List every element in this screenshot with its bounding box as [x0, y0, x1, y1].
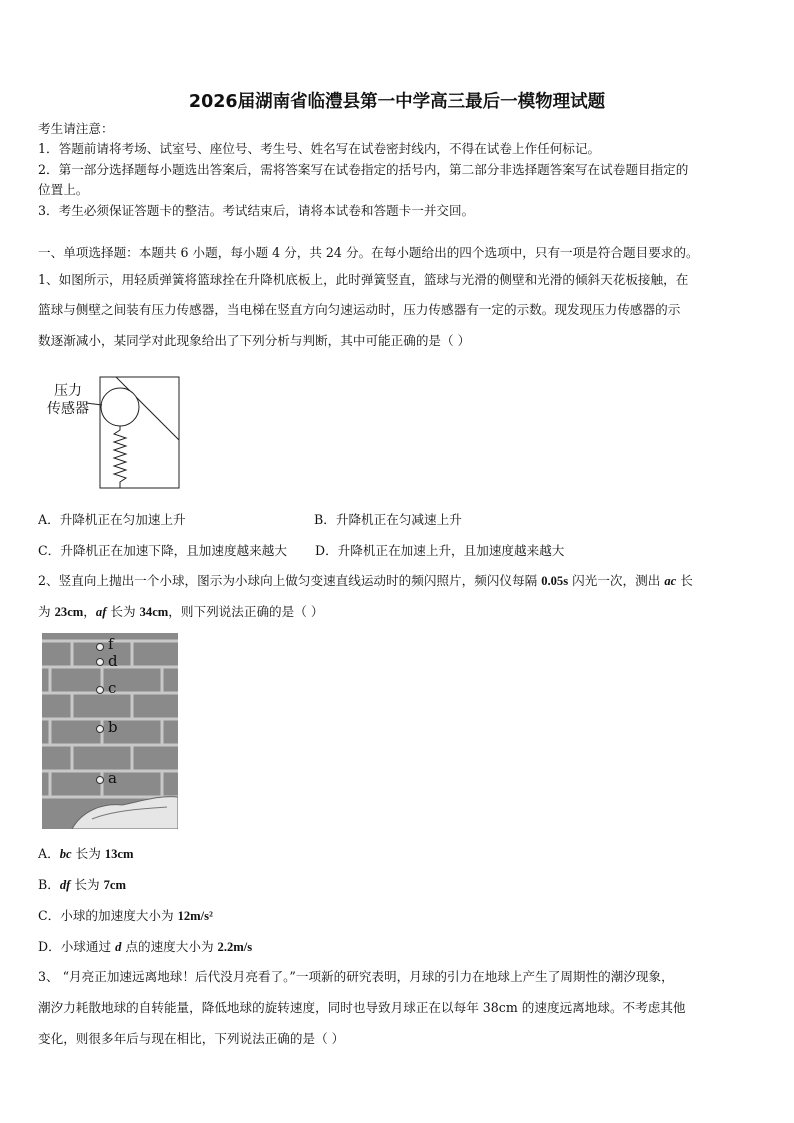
q3-line-3: 变化，则很多年后与现在相比，下列说法正确的是（ ） — [38, 1031, 345, 1046]
q3-line-1: 3、 “月亮正加速远离地球！后代没月亮看了。”一项新的研究表明，月球的引力在地球上产生了周期性的潮汐现象， — [38, 969, 674, 984]
q2-line-2: 为 23cm，af 长为 34cm，则下列说法正确的是（ ） — [38, 604, 324, 619]
label-a: a — [108, 769, 117, 787]
sensor-label-2: 传感器 — [47, 401, 89, 417]
q1-line-2: 篮球与侧壁之间装有压力传感器，当电梯在竖直方向匀速运动时，压力传感器有一定的示数。现发现压力传感器的示 — [38, 302, 681, 317]
q1-option-d[interactable]: D．升降机正在加速上升，且加速度越来越大 — [315, 543, 565, 558]
ball-d — [97, 659, 104, 666]
label-f: f — [108, 635, 114, 653]
q1-option-a[interactable]: A．升降机正在匀加速上升 — [38, 512, 186, 527]
page-title: 2026届湖南省临澧县第一中学高三最后一模物理试题 — [188, 92, 606, 112]
label-d: d — [108, 652, 118, 670]
spring — [114, 426, 126, 488]
notice-heading: 考生请注意： — [38, 121, 114, 136]
q1-line-1: 1、如图所示，用轻质弹簧将篮球拴在升降机底板上，此时弹簧竖直，篮球与光滑的侧壁和光滑的倾斜天花板接触，在 — [38, 272, 689, 287]
notice-item-2-cont: 位置上。 — [38, 182, 89, 197]
elevator-diagram — [36, 376, 186, 491]
q2-option-d[interactable]: D．小球通过 d 点的速度大小为 2.2m/s — [38, 939, 253, 954]
ball-c — [97, 687, 104, 694]
basketball — [101, 388, 139, 426]
ball-a — [97, 777, 104, 784]
notice-item-3: 3．考生必须保证答题卡的整洁。考试结束后，请将本试卷和答题卡一并交回。 — [38, 203, 475, 218]
ball-f — [97, 644, 104, 651]
q1-line-3: 数逐渐减小，某同学对此现象给出了下列分析与判断，其中可能正确的是（ ） — [38, 333, 471, 348]
q3-line-2: 潮汐力耗散地球的自转能量，降低地球的旋转速度，同时也导致月球正在以每年 38cm 的速度远离地球。不考虑其他 — [38, 1000, 686, 1015]
label-b: b — [108, 718, 118, 736]
q2-line-1: 2、竖直向上抛出一个小球，图示为小球向上做匀变速直线运动时的频闪照片，频闪仪每隔 0.05s 闪光一次，测出 ac 长 — [38, 573, 693, 588]
q2-option-c[interactable]: C．小球的加速度大小为 12m/s² — [38, 908, 213, 923]
label-c: c — [108, 679, 117, 697]
notice-item-2: 2．第一部分选择题每小题选出答案后，需将答案写在试卷指定的括号内，第二部分非选择题答案写在试卷题目指定的 — [38, 162, 689, 177]
sensor-label-1: 压力 — [54, 383, 82, 399]
elevator-figure — [36, 376, 186, 491]
q1-option-b[interactable]: B．升降机正在匀减速上升 — [314, 512, 462, 527]
q1-option-c[interactable]: C．升降机正在加速下降，且加速度越来越大 — [38, 543, 287, 558]
ball-b — [97, 726, 104, 733]
section-heading: 一、单项选择题：本题共 6 小题，每小题 4 分，共 24 分。在每小题给出的四个选项中，只有一项是符合题目要求的。 — [38, 245, 699, 260]
q2-option-b[interactable]: B．df 长为 7cm — [38, 877, 126, 892]
notice-item-1: 1．答题前请将考场、试室号、座位号、考生号、姓名写在试卷密封线内，不得在试卷上作任何标记。 — [38, 141, 601, 156]
strobe-photo — [42, 633, 178, 829]
q2-option-a[interactable]: A．bc 长为 13cm — [38, 846, 134, 861]
